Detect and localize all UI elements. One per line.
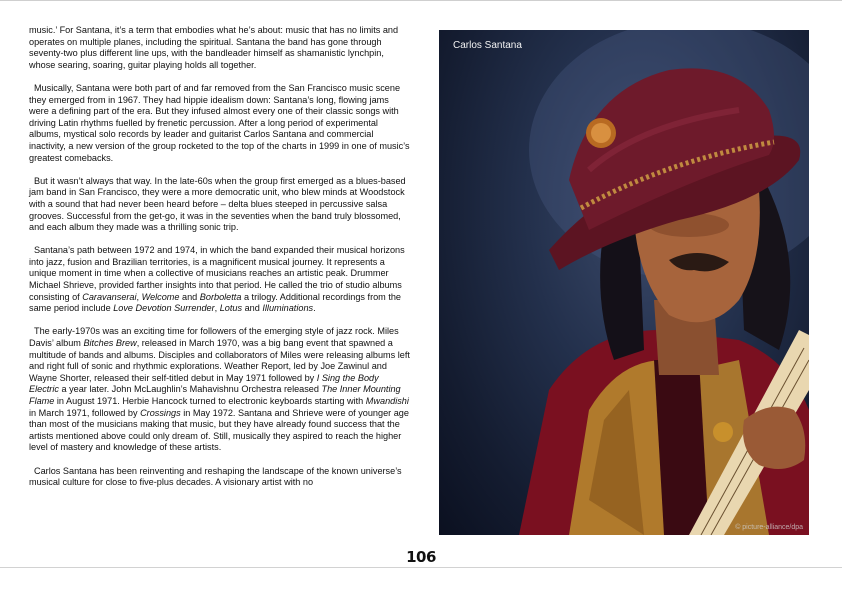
text-run: Musically, Santana were both part of and far removed from the San Francisco music scene they emerged from in 1967. They had hippie idealism down: Santana’s long, flowing jams were a defining part of the era. But they infused almost every one of their classic songs with driving Latin rhythms fuelled by frenetic percussion. After a long period of experimental albums, mystical solo records by leader and guitarist Carlos Santana and commercial inactivity, a new version of the group rocketed to the top of the charts in 1999 in one of music’s greatest comebacks. xyxy=(29,82,410,163)
text-run: But it wasn’t always that way. In the late-60s when the group first emerged as a blues-based jam band in San Francisco, they were a more democratic unit, who blew minds at Woodstock with a sound that had never been heard before – delta blues steeped in percussive salsa grooves. Successful from the get-go, it was in the seventies when the band truly blossomed, and each album they made was a thrilling sonic trip. xyxy=(29,175,406,233)
body-paragraph xyxy=(29,466,411,489)
italic-title: Mwandishi xyxy=(365,396,409,406)
italic-title: Caravanserai xyxy=(82,291,137,302)
photo-carlos-santana xyxy=(439,30,809,535)
italic-title: Lotus xyxy=(219,303,243,314)
text-run: music.’ For Santana, it’s a term that embodies what he’s about: music that has no limits and operates on multiple planes, including the spiritual. Santana the band has gone through seventy-two plus different line ups, with the bandleader himself as shamanistic lynchpin, whose searing, soaring, guitar playing holds all together. xyxy=(29,25,399,70)
italic-title: Borboletta xyxy=(199,291,242,302)
text-run: and xyxy=(242,303,263,314)
italic-title: The Inner Mounting Flame xyxy=(29,384,401,406)
text-run: The early-1970s was an exciting time for followers of the emerging style of jazz rock. Miles Davis’ album xyxy=(29,326,399,349)
italic-title: I Sing the Body Electric xyxy=(29,372,379,395)
italic-title: Welcome xyxy=(141,291,180,302)
photo-credit: © picture-alliance/dpa xyxy=(735,524,803,531)
body-paragraph xyxy=(29,25,411,71)
text-run: . xyxy=(313,303,316,314)
portrait-illustration xyxy=(439,30,809,535)
text-run: , xyxy=(136,291,142,302)
text-run: Carlos Santana has been reinventing and reshaping the landscape of the known universe’s musical culture for close to five-plus decades. A visionary artist with no xyxy=(29,465,402,488)
italic-title: Crossings xyxy=(140,407,181,418)
body-paragraph xyxy=(29,176,411,234)
bottom-divider xyxy=(0,567,842,568)
italic-title: Bitches Brew xyxy=(83,338,137,349)
text-run: and xyxy=(179,291,200,302)
text-run: , released in March 1970, was a big bang event that spawned a multitude of bands and albums. Disciples and collaborators of Miles were releasing albums left and right full of sonic and rhythmic explorations. Weather Report, led by Joe Zawinul and Wayne Shorter, released their self-titled debut in May 1971 followed by xyxy=(29,338,410,383)
photo-caption: Carlos Santana xyxy=(453,40,522,51)
top-divider xyxy=(0,0,842,1)
italic-title: Illuminations xyxy=(262,303,314,314)
text-run: a trilogy. Additional recordings from the same period include xyxy=(29,291,402,314)
body-paragraph xyxy=(29,245,411,315)
text-run: a year later. John McLaughlin’s Mahavishnu Orchestra released xyxy=(58,384,322,395)
text-run: in May 1972. Santana and Shrieve were of younger age than most of the musicians making that music, but they have already found success that the artists mentioned above could only dream of. Still, musically they aspired to reach the higher level of mastery and knowledge of these artists. xyxy=(29,407,409,453)
text-run: in March 1971, followed by xyxy=(29,407,141,418)
body-paragraph xyxy=(29,326,411,454)
body-paragraph xyxy=(29,83,411,164)
page-number: 106 xyxy=(406,548,436,566)
body-text-column xyxy=(29,25,411,500)
text-run: in August 1971. Herbie Hancock turned to electronic keyboards starting with xyxy=(54,396,366,406)
text-run: , xyxy=(214,303,220,314)
italic-title: Love Devotion Surrender xyxy=(113,303,215,314)
text-run: Santana’s path between 1972 and 1974, in which the band expanded their musical horizons into jazz, fusion and Brazilian territories, is a magnificent musical journey. It represents a unique moment in time when a collective of musicians reaches an artistic peak. Drummer Michael Shrieve, provided farther insights into that period. He called the trio of studio albums consisting of xyxy=(29,245,405,302)
